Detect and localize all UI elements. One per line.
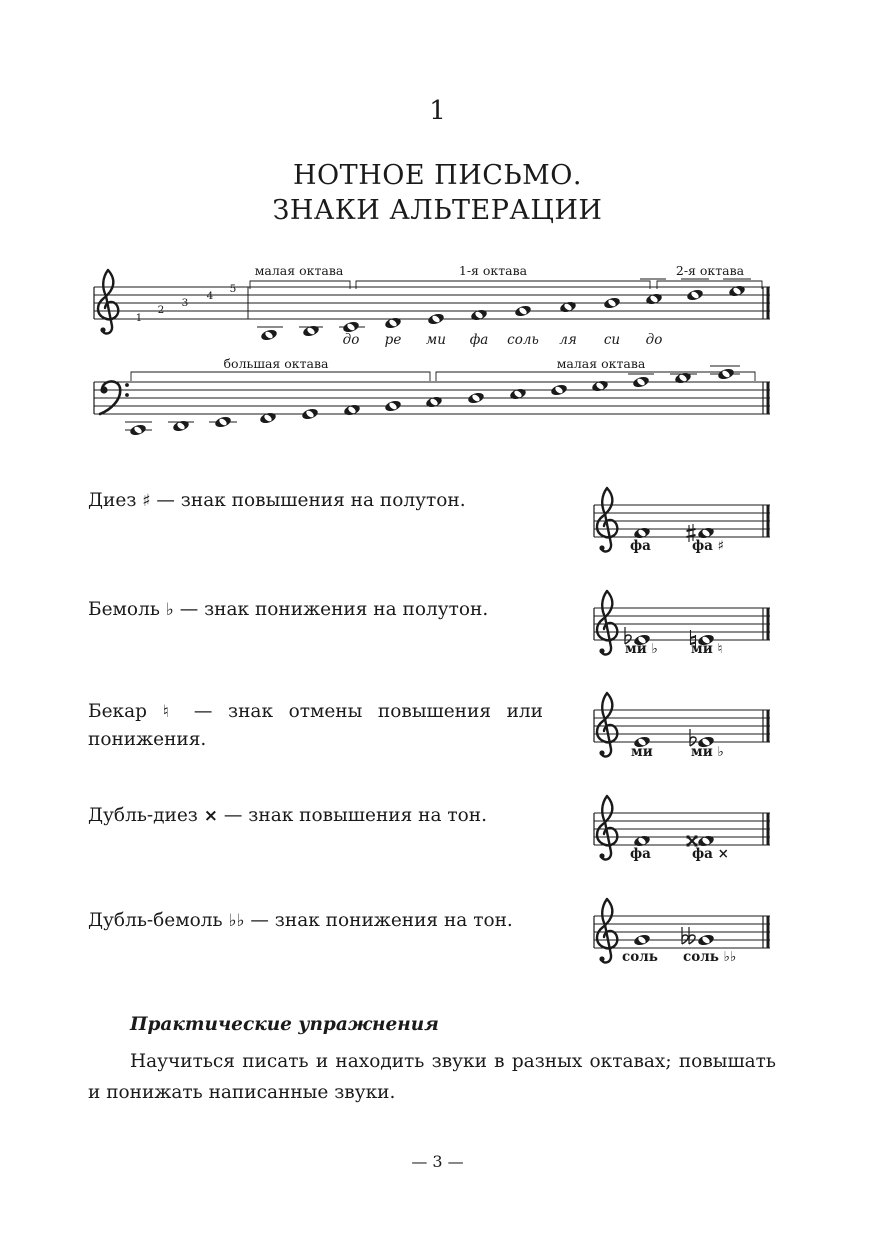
note-name: ре xyxy=(384,332,402,348)
whole-note xyxy=(172,419,190,433)
whole-note xyxy=(717,367,735,381)
whole-note xyxy=(470,308,488,322)
whole-note xyxy=(425,395,443,409)
definition-double-flat xyxy=(88,907,513,935)
treble-clef-icon xyxy=(597,796,617,859)
treble-clef-icon xyxy=(597,899,617,962)
whole-note xyxy=(302,324,320,338)
octave-label: малая октава xyxy=(254,263,344,278)
definition-natural xyxy=(88,698,543,753)
treble-clef-icon xyxy=(597,488,617,551)
whole-note xyxy=(633,933,651,947)
whole-note xyxy=(550,383,568,397)
definition-flat xyxy=(88,596,488,624)
definition-double-sharp xyxy=(88,802,487,830)
example-staff xyxy=(594,488,770,551)
whole-note xyxy=(214,415,232,429)
page-number: — 3 — xyxy=(411,1152,464,1171)
definition-text: — знак понижения на полутон. xyxy=(173,599,489,620)
example-label: фа xyxy=(630,846,651,862)
whole-note xyxy=(509,387,527,401)
example-label: фа × xyxy=(692,846,729,862)
definition-term: Дубль-бемоль xyxy=(88,910,229,931)
chapter-number: 1 xyxy=(429,96,446,126)
staff-line-number: 5 xyxy=(229,283,237,295)
whole-note xyxy=(686,288,704,302)
treble-clef-icon xyxy=(597,693,617,756)
treble-clef-icon xyxy=(98,270,118,333)
whole-note xyxy=(427,312,445,326)
example-label: фа ♯ xyxy=(692,538,725,554)
definition-text: — знак отмены повышения или понижения. xyxy=(88,701,544,750)
note-name: до xyxy=(342,332,360,348)
whole-note xyxy=(728,284,746,298)
whole-note xyxy=(674,371,692,385)
whole-note xyxy=(645,292,663,306)
octave-label: малая октава xyxy=(556,356,646,371)
example-label: соль ♭♭ xyxy=(683,949,737,965)
staff-line-number: 2 xyxy=(157,304,165,316)
staff-line-number: 1 xyxy=(135,312,143,324)
note-name: си xyxy=(603,332,621,348)
definition-term: Диез xyxy=(88,490,143,511)
definition-term: Бемоль xyxy=(88,599,166,620)
whole-note xyxy=(129,423,147,437)
example-staff xyxy=(594,899,770,962)
octave-label: большая октава xyxy=(223,356,329,371)
bass-staff xyxy=(94,356,770,437)
example-staff xyxy=(594,591,770,654)
chapter-title-line-2: ЗНАКИ АЛЬТЕРАЦИИ xyxy=(272,195,603,226)
example-label: ми ♭ xyxy=(691,744,724,760)
whole-note xyxy=(467,391,485,405)
whole-note xyxy=(259,411,277,425)
definition-text: — знак повышения на полутон. xyxy=(150,490,466,511)
note-name: ми xyxy=(426,332,446,348)
double-flat-icon: ♭♭ xyxy=(228,911,245,931)
exercises-heading: Практические упражнения xyxy=(130,1014,439,1035)
whole-note xyxy=(591,379,609,393)
whole-note xyxy=(697,933,715,947)
example-staff xyxy=(594,796,770,859)
octave-label: 1-я октава xyxy=(458,263,528,278)
whole-note xyxy=(260,328,278,342)
exercises-text: Научиться писать и находить звуки в разных октавах; повышать и понижать написанные звуки. xyxy=(88,1051,776,1103)
whole-note xyxy=(384,399,402,413)
treble-staff xyxy=(94,263,770,348)
staff-line-number: 3 xyxy=(181,297,189,309)
sharp-icon: ♯ xyxy=(142,491,151,511)
whole-note xyxy=(384,316,402,330)
staff-line-number: 4 xyxy=(206,290,214,302)
whole-note xyxy=(632,375,650,389)
definition-text: — знак повышения на тон. xyxy=(218,805,487,826)
example-label: ми ♮ xyxy=(691,641,723,657)
treble-clef-icon xyxy=(597,591,617,654)
example-label: ми xyxy=(631,744,653,760)
definition-text: — знак понижения на тон. xyxy=(244,910,513,931)
definition-sharp xyxy=(88,487,466,515)
example-staff xyxy=(594,693,770,756)
note-name: до xyxy=(645,332,663,348)
definition-term: Дубль-диез xyxy=(88,805,204,826)
note-name: ля xyxy=(559,332,577,348)
note-name: фа xyxy=(469,332,489,348)
note-name: соль xyxy=(507,332,539,348)
double-sharp-icon: × xyxy=(203,806,219,826)
whole-note xyxy=(343,403,361,417)
flat-icon xyxy=(689,927,695,944)
example-label: фа xyxy=(630,538,651,554)
chapter-title-line-1: НОТНОЕ ПИСЬМО. xyxy=(293,160,582,191)
flat-icon: ♭ xyxy=(165,600,174,620)
whole-note xyxy=(514,304,532,318)
example-label: ми ♭ xyxy=(625,641,658,657)
flat-icon xyxy=(682,927,688,944)
natural-icon: ♮ xyxy=(162,702,179,722)
whole-note xyxy=(301,407,319,421)
octave-label: 2-я октава xyxy=(675,263,745,278)
example-label: соль xyxy=(622,949,658,965)
definition-term: Бекар xyxy=(88,701,163,722)
whole-note xyxy=(603,296,621,310)
whole-note xyxy=(559,300,577,314)
